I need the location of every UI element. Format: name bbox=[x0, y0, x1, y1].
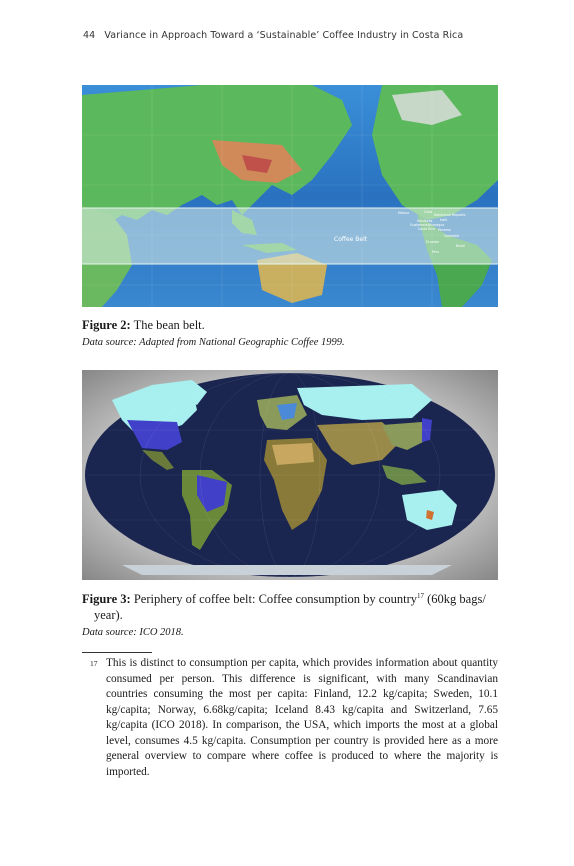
label-nicaragua: Nicaragua bbox=[428, 223, 445, 227]
label-mexico: Mexico bbox=[398, 211, 410, 215]
bean-belt-map bbox=[82, 85, 498, 307]
label-colombia: Colombia bbox=[444, 234, 459, 238]
figure3-title-end: (60kg bags/ bbox=[424, 592, 486, 606]
figure2-source: Data source: Adapted from National Geographic Coffee 1999. bbox=[82, 337, 345, 348]
label-panama: Panama bbox=[438, 228, 451, 232]
figure2-caption bbox=[82, 317, 502, 333]
label-guatemala: Guatemala bbox=[410, 223, 428, 227]
footnote-17 bbox=[82, 656, 498, 780]
running-header bbox=[83, 30, 463, 41]
coffee-belt-label: Coffee Belt bbox=[334, 236, 368, 243]
figure2-label: Figure 2: bbox=[82, 318, 131, 332]
label-brazil: Brazil bbox=[456, 244, 465, 248]
label-ecuador: Ecuador bbox=[426, 240, 440, 244]
running-title: Variance in Approach Toward a ‘Sustainable’ Coffee Industry in Costa Rica bbox=[104, 30, 464, 41]
figure3-source: Data source: ICO 2018. bbox=[82, 627, 184, 638]
figure3-caption bbox=[82, 591, 502, 623]
label-dominican: Dominican Republic bbox=[434, 213, 466, 217]
figure3-title-cont: year). bbox=[94, 608, 123, 622]
label-haiti: Haiti bbox=[440, 218, 448, 222]
footnote-mark: 17 bbox=[90, 659, 98, 668]
figure2-title: The bean belt. bbox=[133, 318, 205, 332]
footnote-text: This is distinct to consumption per capita, which provides information about quantity consumed per person. This difference is significant, with many Scandinavian countries consuming the most per capita: Finland, 12.2 kg/capita; Sweden, 10.1 kg/capita; Norway, 6.68kg/capita; Iceland 8.43 kg/capita and Switzerland, 7.65 kg/capita (ICO 2018). In comparison, the USA, which imports the most at a global level, consumes 4.5 kg/capita. Consumption per country is provided here as a more general overview to compare where coffee is produced to where the majority is imported. bbox=[106, 657, 498, 778]
label-costa-rica: Costa Rica bbox=[418, 227, 435, 231]
label-cuba: Cuba bbox=[424, 210, 433, 214]
label-honduras: Honduras bbox=[417, 219, 433, 223]
figure3-title: Periphery of coffee belt: Coffee consumption by country bbox=[133, 592, 417, 606]
page-number: 44 bbox=[83, 30, 96, 41]
figure3-footnote-ref[interactable]: 17 bbox=[417, 591, 424, 600]
footnote-rule bbox=[82, 652, 152, 653]
coffee-consumption-map bbox=[82, 370, 498, 580]
figure3-label: Figure 3: bbox=[82, 592, 131, 606]
label-peru: Peru bbox=[432, 250, 440, 254]
